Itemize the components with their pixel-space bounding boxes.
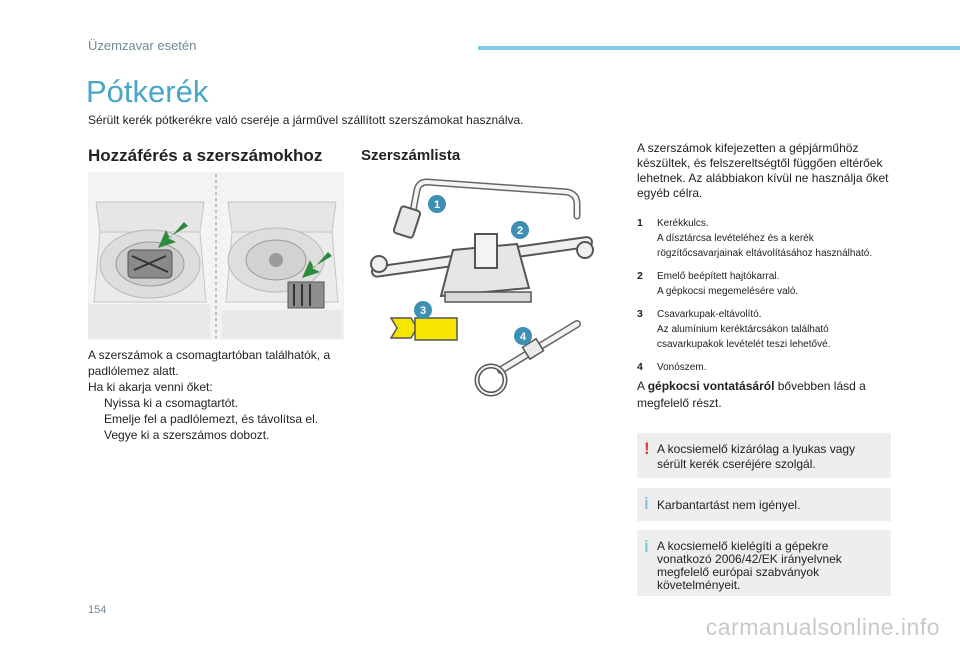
access-step-text: Nyissa ki a csomagtartót. [104, 396, 239, 410]
access-paragraph-2: Ha ki akarja venni őket: [88, 380, 213, 394]
access-heading: Hozzáférés a szerszámokhoz [88, 146, 323, 165]
tool-name: Vonószem. [657, 362, 707, 373]
tool-number: 3 [637, 308, 643, 320]
callout-4 [514, 327, 532, 345]
tool-number: 2 [637, 270, 643, 282]
warning-icon: ! [644, 439, 650, 458]
access-step [88, 395, 350, 411]
wheel-wrench-drawing [393, 182, 577, 238]
tool-description: A gépkocsi megemelésére való. [657, 286, 799, 297]
tool-item [637, 360, 897, 375]
bullet-icon [88, 427, 104, 443]
trunk-photo-left [88, 174, 210, 338]
watermark: carmanualsonline.info [705, 614, 940, 640]
see-more-suffix: bővebben lásd a megfelelő részt. [637, 379, 866, 410]
tool-description: A dísztárcsa levételéhez és a kerék rögzítőcsavarjainak eltávolításához használható. [657, 233, 873, 259]
see-more-link-text: gépkocsi vontatásáról [647, 379, 775, 393]
bullet-icon [88, 411, 104, 427]
access-step [88, 427, 350, 443]
page-title: Pótkerék [86, 74, 209, 109]
tool-item [637, 269, 897, 299]
tool-list [637, 216, 897, 383]
warning-note-text: A kocsiemelő kizárólag a lyukas vagy sérült kerék cseréjére szolgál. [657, 442, 856, 471]
tool-name: Emelő beépített hajtókarral. [657, 271, 780, 282]
access-step-text: Emelje fel a padlólemezt, és távolítsa el. [104, 412, 319, 426]
tool-item [637, 216, 897, 261]
tools-illustration [361, 172, 617, 408]
tool-number: 4 [637, 361, 643, 373]
trunk-photo-right [222, 174, 342, 338]
see-more-prefix: A [637, 379, 648, 393]
trunk-photo [88, 172, 344, 340]
tool-description: Az alumínium keréktárcsákon található csavarkupakok levételét teszi lehetővé. [657, 324, 831, 350]
info-icon: i [644, 494, 649, 513]
tools-heading: Szerszámlista [361, 147, 461, 164]
access-step [88, 411, 350, 427]
info-note-maintenance [637, 488, 891, 521]
see-more-text [637, 378, 897, 412]
callout-3 [414, 301, 432, 319]
header-bar [478, 46, 960, 50]
callout-4-label: 4 [519, 331, 527, 343]
callout-3-label: 3 [419, 305, 427, 317]
section-header: Üzemzavar esetén [88, 38, 197, 53]
access-body [88, 347, 350, 443]
callout-1 [428, 195, 446, 213]
access-step-text: Vegye ki a szerszámos dobozt. [104, 428, 270, 442]
info-note-standards [637, 530, 891, 596]
callout-2 [511, 221, 529, 239]
tool-name: Csavarkupak-eltávolító. [657, 309, 762, 320]
callout-1-label: 1 [433, 199, 441, 211]
tools-intro: A szerszámok kifejezetten a gépjárműhöz készültek, és felszereltségtől függően eltérőek lehetnek. Az alábbiakon kívül ne használja őket egyéb célra. [637, 141, 889, 200]
tool-item [637, 307, 897, 352]
access-paragraph-1: A szerszámok a csomagtartóban találhatók, a padlólemez alatt. [88, 348, 331, 378]
tool-number: 1 [637, 217, 643, 229]
info-note-text: A kocsiemelő kielégíti a gépekre vonatkozó 2006/42/EK irányelvnek megfelelő európai szabványok követelményeit. [657, 539, 842, 592]
jack-drawing [371, 234, 593, 302]
info-note-text: Karbantartást nem igényel. [657, 498, 801, 512]
bullet-icon [88, 395, 104, 411]
info-icon: i [644, 537, 649, 556]
callout-2-label: 2 [516, 225, 524, 237]
page-subtitle: Sérült kerék pótkerékre való cseréje a járművel szállított szerszámokat használva. [88, 113, 524, 127]
tool-name: Kerékkulcs. [657, 218, 709, 229]
warning-note [637, 433, 891, 478]
page-number: 154 [88, 604, 107, 616]
cap-remover-drawing [391, 318, 457, 340]
